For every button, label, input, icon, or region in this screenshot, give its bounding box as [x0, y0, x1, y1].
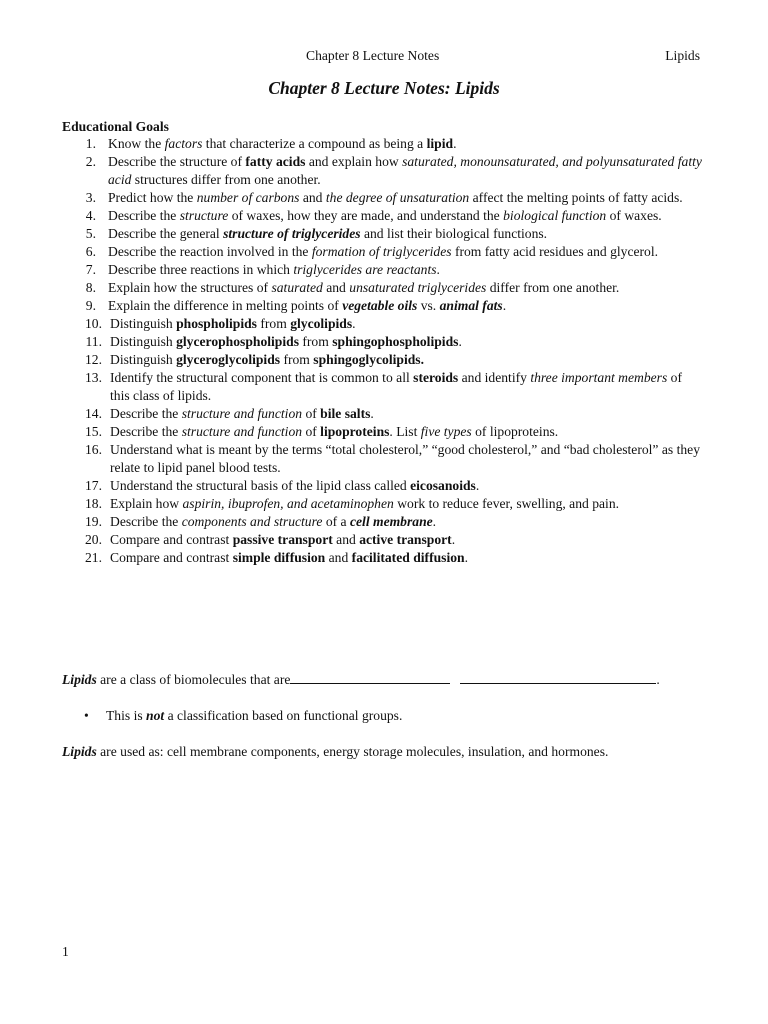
- goal-number: 18.: [85, 496, 102, 511]
- goal-text-segment: Distinguish: [110, 334, 177, 349]
- goal-text-segment: Describe the general: [108, 226, 224, 241]
- goal-item: [62, 495, 702, 513]
- bullet-text-emphasis: not: [146, 708, 165, 723]
- goal-text-segment: structure: [179, 208, 229, 223]
- goal-text-segment: passive transport: [232, 532, 333, 547]
- goal-text-segment: steroids: [413, 370, 459, 385]
- lipids-uses-paragraph: [62, 743, 742, 761]
- goal-item: [62, 243, 702, 261]
- goal-item: [62, 297, 702, 315]
- goal-number: 2.: [85, 154, 96, 169]
- goal-number: 17.: [85, 478, 102, 493]
- running-header-topic: Lipids: [665, 48, 700, 63]
- lipids-uses-text: are used as: cell membrane components, energy storage molecules, insulation, and hormones.: [96, 744, 609, 759]
- goal-number: 12.: [85, 352, 102, 367]
- goal-text-segment: five types: [420, 424, 472, 439]
- goal-item: [62, 441, 702, 477]
- goal-item: [62, 261, 702, 279]
- goal-text-segment: .: [451, 532, 456, 547]
- goal-number: 20.: [85, 532, 102, 547]
- goal-text-segment: glyceroglycolipids: [176, 352, 281, 367]
- goal-text-segment: differ from one another.: [486, 280, 620, 295]
- goal-text-segment: Identify the structural component that is common to all: [110, 370, 414, 385]
- goal-number: 9.: [85, 298, 96, 313]
- goal-number: 1.: [85, 136, 96, 151]
- goal-text-segment: from: [256, 316, 291, 331]
- goal-number: 6.: [85, 244, 96, 259]
- goal-number: 21.: [85, 550, 102, 565]
- goal-text-segment: .: [352, 316, 356, 331]
- goal-text-segment: Understand the structural basis of the lipid class called: [110, 478, 411, 493]
- goal-number: 7.: [85, 262, 96, 277]
- goal-item: [62, 369, 702, 405]
- goal-text-segment: and identify: [458, 370, 531, 385]
- goal-item: [62, 153, 702, 189]
- lipids-term: Lipids: [62, 744, 97, 759]
- goal-text-segment: .: [432, 514, 437, 529]
- goal-text-segment: biological function: [503, 208, 607, 223]
- goal-item: [62, 333, 702, 351]
- goal-text-segment: from: [280, 352, 314, 367]
- goal-item: [62, 531, 702, 549]
- goal-item: [62, 549, 702, 567]
- goal-text-segment: structure of triglycerides: [223, 226, 361, 241]
- page-title: Chapter 8 Lecture Notes: Lipids: [268, 78, 500, 98]
- goal-text-segment: structure and function: [181, 406, 303, 421]
- goal-text-segment: from: [298, 334, 333, 349]
- goal-text-segment: structures differ from one another.: [131, 172, 321, 187]
- goal-item: [62, 351, 702, 369]
- lipids-definition-paragraph: [62, 670, 712, 689]
- goal-text-segment: .: [370, 406, 374, 421]
- goal-text-segment: fatty acids: [245, 154, 306, 169]
- goal-text-segment: eicosanoids: [410, 478, 476, 493]
- goal-text-segment: work to reduce fever, swelling, and pain.: [393, 496, 620, 511]
- goal-text-segment: glycerophospholipids: [176, 334, 299, 349]
- goal-text-segment: Understand what is meant by the terms “total cholesterol,” “good cholesterol,” and “bad cholesterol” as they relate to lipid panel blood tests.: [110, 442, 700, 475]
- goal-text-segment: Describe the reaction involved in the: [108, 244, 312, 259]
- bullet-text-after: a classification based on functional groups.: [164, 708, 403, 723]
- goal-text-segment: Describe the structure of: [108, 154, 246, 169]
- goal-text-segment: aspirin, ibuprofen, and acetaminophen: [182, 496, 394, 511]
- goal-item: [62, 189, 702, 207]
- goal-text-segment: and list their biological functions.: [360, 226, 548, 241]
- goal-text-segment: Describe the: [110, 514, 182, 529]
- goal-text-segment: Know the: [108, 136, 165, 151]
- goal-number: 15.: [85, 424, 102, 439]
- goal-text-segment: lipid: [426, 136, 454, 151]
- goal-item: [62, 279, 702, 297]
- goal-text-segment: and explain how: [305, 154, 403, 169]
- educational-goals-list: [62, 135, 702, 567]
- goal-text-segment: animal fats: [439, 298, 503, 313]
- goal-text-segment: of this class of lipids.: [110, 370, 682, 403]
- goal-text-segment: of lipoproteins.: [471, 424, 559, 439]
- goal-text-segment: active transport: [359, 532, 452, 547]
- goal-text-segment: affect the melting points of fatty acids.: [469, 190, 683, 205]
- goal-number: 4.: [85, 208, 96, 223]
- bullet-item: [84, 707, 402, 725]
- goal-text-segment: Explain how the structures of: [108, 280, 272, 295]
- goal-text-segment: Compare and contrast: [110, 550, 233, 565]
- goal-text-segment: .: [475, 478, 480, 493]
- goal-text-segment: formation of triglycerides: [311, 244, 452, 259]
- goal-text-segment: bile salts: [320, 406, 371, 421]
- goal-text-segment: and: [299, 190, 326, 205]
- goal-item: [62, 513, 702, 531]
- goal-number: 14.: [85, 406, 102, 421]
- goal-item: [62, 477, 702, 495]
- goal-text-segment: Predict how the: [108, 190, 197, 205]
- goal-number: 5.: [85, 226, 96, 241]
- goal-text-segment: and: [322, 280, 350, 295]
- goal-text-segment: .: [436, 262, 440, 277]
- goal-text-segment: from fatty acid residues and glycerol.: [451, 244, 659, 259]
- goal-text-segment: .: [502, 298, 507, 313]
- goal-text-segment: and: [325, 550, 352, 565]
- goal-number: 16.: [85, 442, 102, 457]
- goal-item: [62, 225, 702, 243]
- goal-text-segment: Describe the: [110, 424, 182, 439]
- goal-text-segment: . List: [389, 424, 421, 439]
- goal-text-segment: triglycerides are reactants: [293, 262, 437, 277]
- goal-item: [62, 405, 702, 423]
- goal-text-segment: Explain how: [110, 496, 183, 511]
- goal-text-segment: components and structure: [181, 514, 323, 529]
- goal-item: [62, 315, 702, 333]
- goal-number: 10.: [85, 316, 102, 331]
- goal-text-segment: of waxes, how they are made, and understand the: [228, 208, 504, 223]
- goal-text-segment: number of carbons: [196, 190, 300, 205]
- goal-item: [62, 423, 702, 441]
- goal-text-segment: Distinguish: [110, 352, 177, 367]
- goal-text-segment: lipoproteins: [320, 424, 390, 439]
- goal-number: 19.: [85, 514, 102, 529]
- goal-text-segment: facilitated diffusion: [351, 550, 465, 565]
- goal-item: [62, 207, 702, 225]
- goal-text-segment: of waxes.: [606, 208, 662, 223]
- running-header-chapter: Chapter 8 Lecture Notes: [306, 48, 440, 63]
- goal-text-segment: and: [332, 532, 360, 547]
- goal-text-segment: sphingophospholipids: [332, 334, 459, 349]
- goal-text-segment: Compare and contrast: [110, 532, 233, 547]
- goal-text-segment: glycolipids: [290, 316, 353, 331]
- goal-number: 3.: [85, 190, 96, 205]
- definition-end-punct: .: [656, 672, 660, 687]
- goal-text-segment: .: [458, 334, 462, 349]
- goal-text-segment: vegetable oils: [342, 298, 418, 313]
- goal-number: 13.: [85, 370, 102, 385]
- goal-text-segment: saturated: [271, 280, 323, 295]
- educational-goals-heading: Educational Goals: [62, 119, 169, 134]
- goal-text-segment: Distinguish: [110, 316, 177, 331]
- lipids-definition-text: are a class of biomolecules that are: [96, 672, 291, 687]
- goal-text-segment: of: [302, 424, 321, 439]
- goal-text-segment: .: [453, 136, 457, 151]
- goal-text-segment: Explain the difference in melting points of: [108, 298, 343, 313]
- goal-text-segment: sphingoglycolipids.: [313, 352, 424, 367]
- goal-number: 8.: [85, 280, 96, 295]
- goal-text-segment: three important members: [530, 370, 668, 385]
- goal-text-segment: unsaturated triglycerides: [349, 280, 487, 295]
- goal-text-segment: of: [302, 406, 321, 421]
- goal-text-segment: Describe three reactions in which: [108, 262, 294, 277]
- goal-text-segment: factors: [164, 136, 203, 151]
- goal-text-segment: vs.: [417, 298, 440, 313]
- goal-text-segment: cell membrane: [349, 514, 433, 529]
- fill-in-blank-2[interactable]: [460, 670, 656, 684]
- goal-text-segment: Describe the: [110, 406, 182, 421]
- goal-text-segment: .: [464, 550, 468, 565]
- bullet-symbol: •: [84, 708, 89, 723]
- goal-text-segment: simple diffusion: [232, 550, 326, 565]
- goal-text-segment: Describe the: [108, 208, 180, 223]
- goal-text-segment: the degree of unsaturation: [325, 190, 470, 205]
- goal-text-segment: phospholipids: [176, 316, 257, 331]
- bullet-text-before: This is: [106, 708, 147, 723]
- lipids-term: Lipids: [62, 672, 97, 687]
- goal-text-segment: of a: [322, 514, 350, 529]
- goal-text-segment: that characterize a compound as being a: [202, 136, 427, 151]
- page-number: 1: [62, 944, 69, 959]
- goal-text-segment: saturated, monounsaturated, and polyunsaturated fatty acid: [108, 154, 702, 187]
- goal-item: [62, 135, 702, 153]
- goal-text-segment: structure and function: [181, 424, 303, 439]
- goal-number: 11.: [85, 334, 102, 349]
- fill-in-blank-1[interactable]: [290, 670, 450, 684]
